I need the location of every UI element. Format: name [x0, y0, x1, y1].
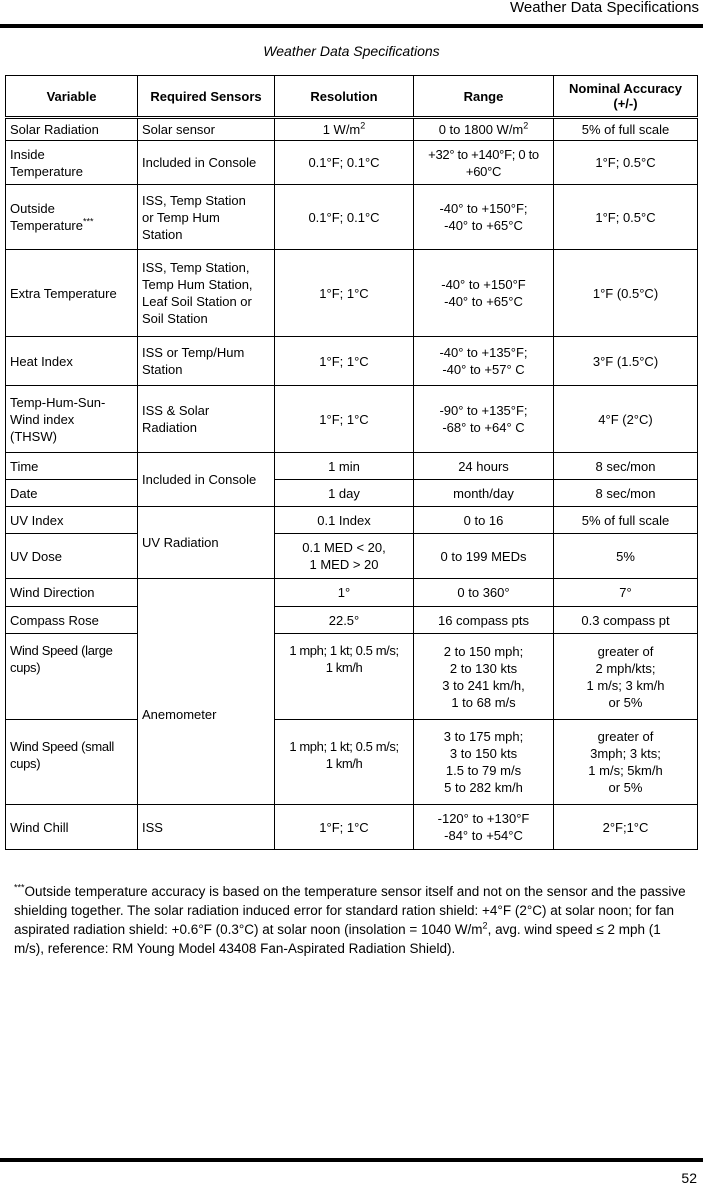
cell-resolution: 0.1°F; 0.1°C	[275, 185, 414, 250]
cell-accuracy: 5% of full scale	[554, 118, 698, 141]
table-row	[6, 507, 698, 534]
cell-resolution: 0.1 Index	[275, 507, 414, 534]
table-row	[6, 720, 698, 805]
cell-range: month/day	[414, 480, 554, 507]
cell-variable: Heat Index	[6, 337, 138, 386]
cell-accuracy: 4°F (2°C)	[554, 386, 698, 453]
cell-accuracy: 7°	[554, 579, 698, 607]
table-row	[6, 118, 698, 141]
cell-variable: Wind Chill	[6, 805, 138, 850]
table-caption: Weather Data Specifications	[263, 43, 440, 59]
footer-rule	[0, 1158, 703, 1162]
cell-resolution: 1 mph; 1 kt; 0.5 m/s; 1 km/h	[275, 634, 414, 720]
footnote-marker: ***	[14, 882, 25, 893]
cell-resolution: 1°F; 1°C	[275, 805, 414, 850]
table-row	[6, 453, 698, 480]
header-range: Range	[414, 76, 554, 118]
cell-resolution: 0.1 MED < 20, 1 MED > 20	[275, 534, 414, 579]
cell-sensors: Included in Console	[138, 453, 275, 507]
cell-resolution: 1°F; 1°C	[275, 386, 414, 453]
cell-sensors: ISS, Temp Station, Temp Hum Station, Leaf Soil Station or Soil Station	[138, 250, 275, 337]
cell-sensors: ISS	[138, 805, 275, 850]
table-row	[6, 250, 698, 337]
cell-variable: Extra Temperature	[6, 250, 138, 337]
cell-sensors: Solar sensor	[138, 118, 275, 141]
table-row	[6, 386, 698, 453]
cell-accuracy: 1°F (0.5°C)	[554, 250, 698, 337]
header-variable: Variable	[6, 76, 138, 118]
cell-range: 3 to 175 mph; 3 to 150 kts 1.5 to 79 m/s 5 to 282 km/h	[414, 720, 554, 805]
cell-variable: Solar Radiation	[6, 118, 138, 141]
cell-resolution: 0.1°F; 0.1°C	[275, 141, 414, 185]
cell-variable: Wind Speed (large cups)	[6, 634, 138, 720]
cell-variable: UV Dose	[6, 534, 138, 579]
cell-resolution: 1 mph; 1 kt; 0.5 m/s; 1 km/h	[275, 720, 414, 805]
cell-resolution: 1°F; 1°C	[275, 337, 414, 386]
cell-variable: Time	[6, 453, 138, 480]
cell-variable: Compass Rose	[6, 607, 138, 634]
page-header-title: Weather Data Specifications	[510, 0, 699, 16]
table-row	[6, 805, 698, 850]
cell-accuracy: 2°F;1°C	[554, 805, 698, 850]
table-row	[6, 141, 698, 185]
cell-sensors: Anemometer	[138, 579, 275, 805]
cell-sensors: ISS & Solar Radiation	[138, 386, 275, 453]
cell-range: 16 compass pts	[414, 607, 554, 634]
table-row	[6, 534, 698, 579]
cell-range: -40° to +135°F; -40° to +57° C	[414, 337, 554, 386]
cell-accuracy: 8 sec/mon	[554, 453, 698, 480]
cell-range: 0 to 16	[414, 507, 554, 534]
cell-accuracy: greater of 2 mph/kts; 1 m/s; 3 km/h or 5%	[554, 634, 698, 720]
table-row	[6, 607, 698, 634]
cell-accuracy: 8 sec/mon	[554, 480, 698, 507]
table-row	[6, 185, 698, 250]
header-required-sensors: Required Sensors	[138, 76, 275, 118]
cell-resolution: 1 min	[275, 453, 414, 480]
table-row	[6, 480, 698, 507]
footnote-text: Outside temperature accuracy is based on the temperature sensor itself and not on the sensor and the passive shielding together. The solar radiation induced error for standard ration shield: +4°F (2°C) at solar noon; for fan aspirated radiation shield: +0.6°F (0.3°C) at solar noon (insolation = 1040 W/m	[14, 884, 686, 937]
cell-range: 0 to 199 MEDs	[414, 534, 554, 579]
cell-resolution: 1 $W/m^2$	[275, 118, 414, 141]
cell-range: -120° to +130°F -84° to +54°C	[414, 805, 554, 850]
cell-resolution: 22.5°	[275, 607, 414, 634]
cell-accuracy: greater of 3mph; 3 kts; 1 m/s; 5km/h or 5%	[554, 720, 698, 805]
cell-resolution: 1 day	[275, 480, 414, 507]
header-rule	[0, 24, 703, 28]
cell-range: +32° to +140°F; 0 to +60°C	[414, 141, 554, 185]
cell-range: 2 to 150 mph; 2 to 130 kts 3 to 241 km/h, 1 to 68 m/s	[414, 634, 554, 720]
cell-accuracy: 3°F (1.5°C)	[554, 337, 698, 386]
cell-range: 0 to 1800 $W/m^2$	[414, 118, 554, 141]
cell-range: 24 hours	[414, 453, 554, 480]
cell-range: -40° to +150°F; -40° to +65°C	[414, 185, 554, 250]
cell-accuracy: 1°F; 0.5°C	[554, 141, 698, 185]
cell-range: 0 to 360°	[414, 579, 554, 607]
cell-accuracy: 5% of full scale	[554, 507, 698, 534]
cell-sensors: Included in Console	[138, 141, 275, 185]
cell-sensors: ISS or Temp/Hum Station	[138, 337, 275, 386]
cell-range: -90° to +135°F; -68° to +64° C	[414, 386, 554, 453]
footnote-superscript: 2	[482, 920, 488, 931]
table-row	[6, 634, 698, 720]
cell-variable: Temp-Hum-Sun- Wind index (THSW)	[6, 386, 138, 453]
cell-variable: Date	[6, 480, 138, 507]
cell-variable: Outside Temperature***	[6, 185, 138, 250]
cell-resolution: 1°F; 1°C	[275, 250, 414, 337]
table-header-row	[6, 76, 698, 118]
cell-accuracy: 0.3 compass pt	[554, 607, 698, 634]
footnote	[14, 882, 694, 958]
header-nominal-accuracy: Nominal Accuracy (+/-)	[554, 76, 698, 118]
cell-sensors: ISS, Temp Station or Temp Hum Station	[138, 185, 275, 250]
cell-variable: Wind Speed (small cups)	[6, 720, 138, 805]
cell-variable: Wind Direction	[6, 579, 138, 607]
footnote-text-end: , avg. wind speed ≤ 2 mph (1 m/s), reference: RM Young Model 43408 Fan-Aspirated Radiation Shield).	[14, 922, 661, 956]
table-row	[6, 337, 698, 386]
cell-range: -40° to +150°F -40° to +65°C	[414, 250, 554, 337]
header-resolution: Resolution	[275, 76, 414, 118]
cell-accuracy: 1°F; 0.5°C	[554, 185, 698, 250]
page-number: 52	[681, 1170, 697, 1186]
cell-variable: Inside Temperature	[6, 141, 138, 185]
cell-accuracy: 5%	[554, 534, 698, 579]
cell-variable: UV Index	[6, 507, 138, 534]
cell-sensors: UV Radiation	[138, 507, 275, 579]
cell-resolution: 1°	[275, 579, 414, 607]
table-row	[6, 579, 698, 607]
specifications-table	[5, 75, 698, 850]
